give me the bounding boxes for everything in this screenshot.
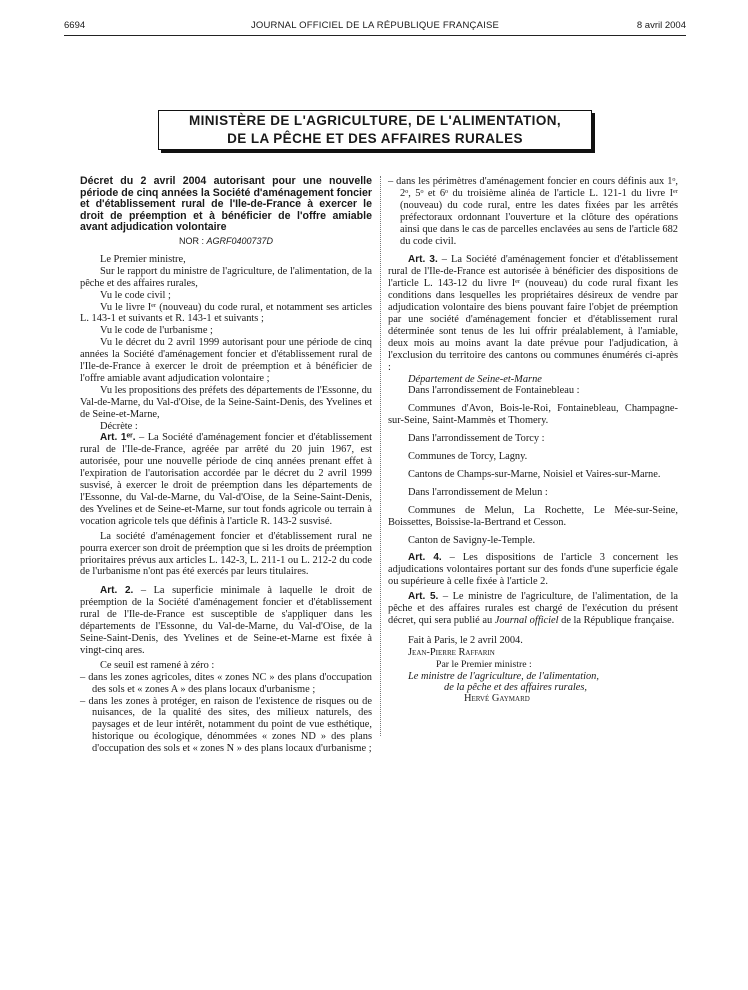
article-5 [388, 591, 678, 627]
article-1-text: – La Société d'aménagement foncier et d'établissement rural de l'Ile-de-France, agréée par arrêté du 20 juin 1967, est autorisée, pour une nouvelle période de cinq années prenant effet à l'expiration de l'autorisation accordée par le décret du 2 avril 1999 susvisé, à exercer le droit de préemption dans les départements de l'Essonne, du Val-de-Marne, du Val-d'Oise, de la Seine-Saint-Denis, des Yvelines et de Seine-et-Marne, sur tout fonds agricole ou terrain à vocation agricole tels que définis à l'article R. 143-2 susvisé. [80, 432, 372, 527]
page-header [64, 20, 686, 34]
preamble-line: Vu le livre Iᵉʳ (nouveau) du code rural, et notamment ses articles L. 143-1 et suivants et R. 143-1 et suivants ; [80, 301, 372, 325]
article-2 [80, 585, 372, 656]
article-4-text: – Les dispositions de l'article 3 concernent les adjudications volontaires portant sur des fonds d'une superficie égale ou supérieure à celle fixée à l'article 2. [388, 552, 678, 588]
decrete-heading: Décrète : [100, 420, 138, 432]
ministry-line-1: MINISTÈRE DE L'AGRICULTURE, DE L'ALIMENTATION, [188, 113, 562, 128]
decree-title: Décret du 2 avril 2004 autorisant pour une nouvelle période de cinq années la Société d'aménagement foncier et d'établissement rural de l'Ile-de-France à exercer le droit de préemption et à bénéficier de l'offre amiable avant adjudication volontaire [80, 175, 372, 234]
article-5-text-b: de la République française. [558, 615, 675, 626]
publication-date: 8 avril 2004 [636, 20, 686, 31]
article-3-label: Art. 3. [408, 254, 438, 266]
nor-reference [80, 236, 372, 248]
article-5-label: Art. 5. [408, 591, 439, 603]
minister-title-2: de la pêche et des affaires rurales, [444, 681, 588, 693]
article-2-label: Art. 2. [100, 585, 134, 597]
article-2-text: – La superficie minimale à laquelle le droit de préemption de la Société d'aménagement foncier et d'établissement rural de l'Ile-de-France est susceptible de s'appliquer dans les départements de l'Essonne, du Val-de-Marne, du Val-d'Oise, de la Seine-Saint-Denis, des Yvelines et de Seine-et-Marne est fixée à vingt-cinq ares. [80, 585, 373, 656]
nor-label: NOR : [178, 235, 207, 246]
department-title: Département de Seine-et-Marne [408, 373, 542, 385]
department-entry: Communes de Torcy, Lagny. [408, 451, 528, 463]
department-entry: Dans l'arrondissement de Melun : [408, 486, 548, 498]
department-entry: Communes d'Avon, Bois-le-Roi, Fontainebleau, Champagne-sur-Seine, Saint-Mammès et Thomery. [388, 403, 678, 427]
article-1-label: Art. 1ᵉʳ. [100, 432, 136, 444]
by-prime-minister: Par le Premier ministre : [436, 658, 532, 670]
ministry-heading-box [158, 110, 592, 150]
column-divider [380, 176, 381, 736]
preamble-line: Le Premier ministre, [100, 253, 186, 265]
preamble-line: Vu le décret du 2 avril 1999 autorisant pour une période de cinq années la Société d'aménagement foncier et d'établissement rural de l'Ile-de-France à exercer le droit de préemption et à bénéficier de l'offre amiable avant adjudication volontaire ; [80, 337, 372, 384]
department-entry: Cantons de Champs-sur-Marne, Noisiel et Vaires-sur-Marne. [408, 468, 661, 480]
page-number: 6694 [64, 20, 86, 31]
article-4-label: Art. 4. [408, 552, 442, 564]
header-divider [64, 35, 686, 36]
ministry-line-2: DE LA PÊCHE ET DES AFFAIRES RURALES [227, 131, 523, 146]
right-column [388, 176, 678, 704]
preamble-line: Vu le code de l'urbanisme ; [100, 325, 213, 337]
department-entry: Dans l'arrondissement de Fontainebleau : [408, 385, 580, 397]
department-entry: Dans l'arrondissement de Torcy : [408, 433, 545, 445]
article-3 [388, 254, 678, 373]
minister-signature [388, 671, 678, 704]
article-5-journal: Journal officiel [494, 615, 559, 626]
department-list [388, 385, 678, 546]
nor-value: AGRF0400737D [206, 235, 274, 246]
preamble-line: Vu le code civil ; [100, 289, 171, 301]
article-2-item: – dans les zones agricoles, dites « zones NC » des plans d'occupation des sols et « zones A » des plans locaux d'urbanisme ; [80, 671, 372, 695]
article-1 [80, 432, 372, 527]
article-2-item: – dans les zones à protéger, en raison de l'existence de risques ou de nuisances, de la qualité des sites, des milieux naturels, des paysages et de leur intérêt, notamment du point de vue esthétique, historique ou écologique, dénommées « zones ND » des plans d'occupation des sols et « zones N » des plans locaux d'urbanisme ; [80, 695, 372, 755]
article-1-paragraph-2: La société d'aménagement foncier et d'établissement rural ne pourra exercer son droit de préemption que si les droits de préemption prioritaires prévus aux articles L. 142-3, L. 211-1 ou L. 212-2 du code de l'urbanisme n'ont pas été exercés par leurs titulaires. [80, 530, 372, 578]
department-entry: Communes de Melun, La Rochette, Le Mée-sur-Seine, Boissettes, Boissise-la-Bertrand et Cesson. [388, 504, 678, 528]
department-entry: Canton de Savigny-le-Temple. [408, 534, 536, 546]
preamble-line: Sur le rapport du ministre de l'agriculture, de l'alimentation, de la pêche et des affaires rurales, [80, 265, 372, 289]
done-at: Fait à Paris, le 2 avril 2004. [408, 634, 523, 646]
article-2-intro: Ce seuil est ramené à zéro : [100, 659, 215, 671]
article-2-item: – dans les périmètres d'aménagement foncier en cours définis aux 1ᵒ, 2ᵒ, 5ᵒ et 6ᵒ du troisième alinéa de l'article L. 121-1 du livre Iᵉʳ (nouveau) du code rural, entre les dates fixées par les arrêtés préfectoraux ordonnant l'ouverture et la clôture des opérations ainsi que dans le cas de parcelles enclavées au sens de l'article 682 du code civil. [388, 176, 678, 247]
signatory-name: Jean-Pierre Raffarin [408, 646, 495, 658]
left-column [80, 176, 372, 755]
article-5-text-a: – Le ministre de l'agriculture, de l'alimentation, de la pêche et des affaires rurales est chargé de l'exécution du présent décret, qui sera publié au [388, 591, 678, 626]
journal-title: JOURNAL OFFICIEL DE LA RÉPUBLIQUE FRANÇAISE [250, 20, 500, 31]
minister-title-1: Le ministre de l'agriculture, de l'alimentation, [408, 670, 599, 682]
minister-name: Hervé Gaymard [464, 692, 530, 704]
preamble-line: Vu les propositions des préfets des départements de l'Essonne, du Val-de-Marne, du Val-d'Oise, de la Seine-Saint-Denis, des Yvelines et de Seine-et-Marne, [80, 384, 372, 420]
article-3-text: – La Société d'aménagement foncier et d'établissement rural de l'Ile-de-France est autorisée à bénéficier des dispositions de l'article L. 143-12 du livre Iᵉʳ (nouveau) du code rural fixant les conditions dans lesquelles les propriétaires désireux de vendre par adjudication volontaire des biens pouvant faire l'objet de préemption par une société d'aménagement foncier et d'établissement rural déterminée sont tenus de les lui offrir préalablement, à l'amiable, deux mois au moins avant la date prévue pour l'adjudication, à l'exclusion du territoire des cantons ou communes énumérés ci-après : [388, 254, 679, 373]
article-4 [388, 552, 678, 588]
